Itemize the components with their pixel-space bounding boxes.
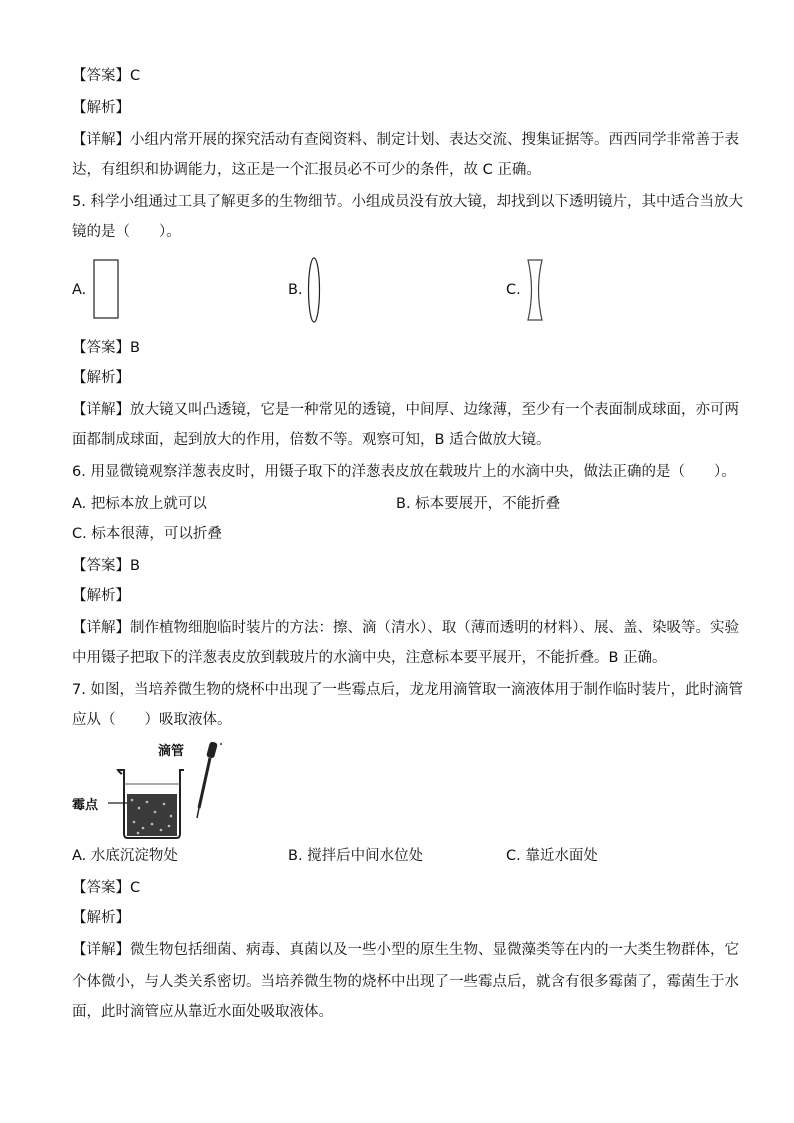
q7-stem-line-2: 应从（ ）吸取液体。	[72, 712, 232, 728]
q4-analysis-heading: 【解析】	[72, 100, 130, 116]
q6-option-c: C. 标本很薄，可以折叠	[72, 526, 222, 542]
q7-detail-line-1: 【详解】微生物包括细菌、病毒、真菌以及一些小型的原生生物、显微藻类等在内的一大类生物群体，它	[72, 942, 739, 958]
q6-detail-line-2: 中用镊子把取下的洋葱表皮放到载玻片的水滴中央，注意标本要平展开，不能折叠。B 正确。	[72, 650, 667, 666]
concave-lens-icon	[524, 256, 548, 324]
q5-detail-line-1: 【详解】放大镜又叫凸透镜，它是一种常见的透镜，中间厚、边缘薄，至少有一个表面制成球面，亦可两	[72, 402, 739, 418]
dropper-icon	[197, 740, 222, 818]
mold-label: 霉点	[72, 798, 99, 813]
q7-detail-line-2: 个体微小，与人类关系密切。当培养微生物的烧杯中出现了一些霉点后，就含有很多霉菌了，霉菌生于水	[72, 974, 739, 990]
q7-option-a: A. 水底沉淀物处	[72, 848, 178, 864]
q6-option-a: A. 把标本放上就可以	[72, 496, 207, 512]
q4-detail-line-2: 达，有组织和协调能力，这正是一个汇报员必不可少的条件，故 C 正确。	[72, 162, 541, 178]
q5-stem-line-2: 镜的是（ ）。	[72, 224, 181, 240]
q7-answer: 【答案】C	[72, 880, 141, 896]
q6-answer: 【答案】B	[72, 558, 140, 574]
q7-stem-line-1: 7. 如图，当培养微生物的烧杯中出现了一些霉点后，龙龙用滴管取一滴液体用于制作临时装片，此时滴管	[72, 682, 743, 698]
q5-option-a-label: A.	[72, 282, 87, 298]
q7-option-c: C. 靠近水面处	[506, 848, 598, 864]
q6-detail-line-1: 【详解】制作植物细胞临时装片的方法：擦、滴（清水）、取（薄而透明的材料）、展、盖、染吸等。实验	[72, 620, 739, 636]
q4-detail-line-1: 【详解】小组内常开展的探究活动有查阅资料、制定计划、表达交流、搜集证据等。西西同学非常善于表	[72, 132, 739, 148]
convex-lens-icon	[304, 255, 324, 325]
dropper-label: 滴管	[158, 744, 185, 759]
q5-answer: 【答案】B	[72, 340, 140, 356]
q5-detail-line-2: 面都制成球面，起到放大的作用，倍数不等。观察可知，B 适合做放大镜。	[72, 432, 551, 448]
q5-analysis-heading: 【解析】	[72, 370, 130, 386]
q5-stem-line-1: 5. 科学小组通过工具了解更多的生物细节。小组成员没有放大镜，却找到以下透明镜片，其中适合当放大	[72, 194, 743, 210]
q6-analysis-heading: 【解析】	[72, 588, 130, 604]
q7-detail-line-3: 面，此时滴管应从靠近水面处吸取液体。	[72, 1004, 333, 1020]
beaker-icon	[72, 738, 222, 842]
q5-option-b-label: B.	[288, 282, 303, 298]
q6-option-b: B. 标本要展开，不能折叠	[396, 496, 561, 512]
q7-option-b: B. 搅拌后中间水位处	[288, 848, 424, 864]
rectangle-lens-icon	[92, 258, 122, 322]
q7-analysis-heading: 【解析】	[72, 910, 130, 926]
q4-answer: 【答案】C	[72, 68, 141, 84]
q5-option-c-label: C.	[506, 282, 521, 298]
beaker-dropper-figure	[72, 738, 222, 842]
q6-stem: 6. 用显微镜观察洋葱表皮时，用镊子取下的洋葱表皮放在载玻片上的水滴中央，做法正确的是（ ）。	[72, 464, 736, 480]
